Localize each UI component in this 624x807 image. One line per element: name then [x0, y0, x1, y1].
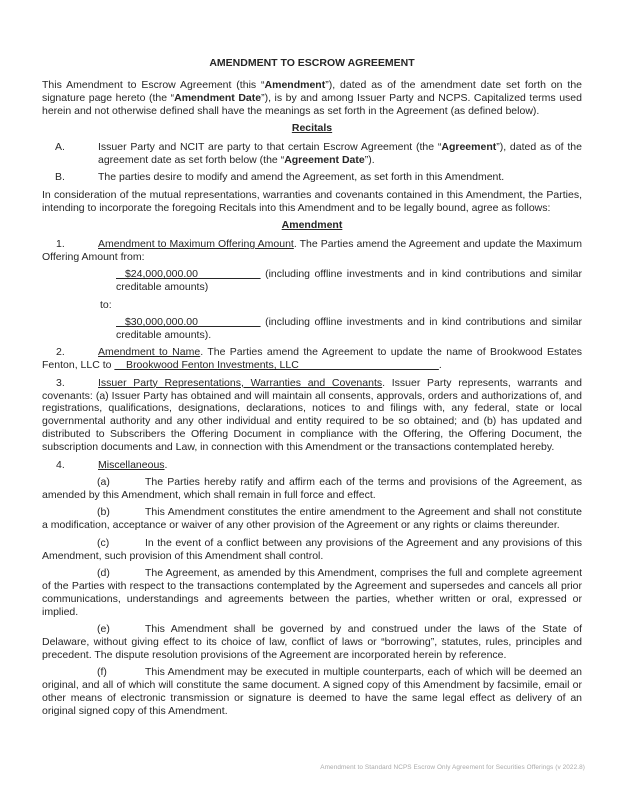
section-4-text: Miscellaneous. — [98, 458, 168, 471]
section-4 — [42, 459, 582, 472]
section-3-text: Issuer Party Representations, Warranties and Covenants. Issuer Party represents, warrants and covenants: (a) Issuer Party has obtained and will maintain all consents, approvals, orders and authorizations of, and registrations, qualifications, designations, declarations, notices to and filings with, any federal, state or local governmental authority and any other individual and entity required to be so obtained; and (b) has updated and distributed to Subscribers the Offering Document in compliance with the Offering, the Offering Document, the subscription documents and Law, in connection with this Amendment or the transactions contemplated hereby. — [42, 376, 582, 454]
subsection-e-text: This Amendment shall be governed by and construed under the laws of the State of Delaware, without giving effect to its choice of law, conflict of laws or “borrowing”, statutes, rules, principles and precedent. The dispute resolution provisions of the Agreement are incorporated herein by reference. — [42, 623, 582, 661]
document-title: AMENDMENT TO ESCROW AGREEMENT — [209, 57, 415, 69]
subsection-f-text: This Amendment may be executed in multiple counterparts, each of which will be deemed an original, and all of which will constitute the same document. A signed copy of this Amendment by facsimile, email or other means of electronic transmission or signature is deemed to have the same legal effect as delivery of an original signed copy of this Amendment. — [42, 666, 582, 717]
section-3-number: 3. — [56, 376, 65, 389]
footer-note: Amendment to Standard NCPS Escrow Only Agreement for Securities Offerings (v 2022.8) — [320, 764, 585, 771]
consideration-paragraph: In consideration of the mutual representations, warranties and covenants contained in this Amendment, the Parties, intending to incorporate the foregoing Recitals into this Amendment and to be legally bound, agree as follows: — [42, 188, 582, 214]
recital-label-b: B. — [55, 171, 65, 184]
section-3 — [42, 377, 582, 454]
section-1-text: Amendment to Maximum Offering Amount. The Parties amend the Agreement and update the Maximum Offering Amount from: — [42, 237, 582, 263]
recital-text-a: Issuer Party and NCIT are party to that certain Escrow Agreement (the “Agreement”), dated as of the agreement date as set forth below (the “Agreement Date”). — [98, 141, 582, 166]
subsection-a — [42, 476, 582, 502]
subsection-c-text: In the event of a conflict between any provisions of the Agreement and any provisions of this Amendment, such provision of this Amendment shall control. — [42, 536, 582, 562]
section-2-number: 2. — [56, 346, 65, 359]
subsection-b-text: This Amendment constitutes the entire amendment to the Agreement and shall not constitute a modification, acceptance or waiver of any other provision of the Agreement or any rights or claims thereunder. — [42, 506, 582, 532]
subsection-e-label: (e) — [97, 623, 110, 636]
subsection-d — [42, 567, 582, 619]
subsection-b-label: (b) — [97, 506, 110, 519]
subsection-f — [42, 666, 582, 718]
subsection-b — [42, 506, 582, 532]
intro-paragraph: This Amendment to Escrow Agreement (this “Amendment”), dated as of the amendment date set forth on the signature page hereto (the “Amendment Date”), is by and among Issuer Party and NCPS. Capitalized terms used herein and not otherwise defined shall have the meanings as set forth in the Agreement (as defined below). — [42, 78, 582, 117]
amendment-heading — [42, 219, 582, 232]
offering-amount-to: $30,000,000.00 (including offline investments and in kind contributions and similar creditable amounts). — [116, 316, 582, 341]
subsection-a-text: The Parties hereby ratify and affirm each of the terms and provisions of the Agreement, as amended by this Amendment, which shall remain in full force and effect. — [42, 475, 582, 501]
recital-text-b: The parties desire to modify and amend the Agreement, as set forth in this Amendment. — [98, 171, 505, 184]
recital-label-a: A. — [55, 141, 65, 154]
section-1-number: 1. — [56, 237, 65, 250]
subsection-c — [42, 537, 582, 563]
amendment-heading-text: Amendment — [281, 219, 343, 232]
subsection-c-label: (c) — [97, 536, 110, 549]
subsection-d-text: The Agreement, as amended by this Amendment, comprises the full and complete agreement of the Parties with respect to the transactions contemplated by the Agreement and supersedes and cancels all prior communications, understandings and agreements between the parties, whether written or oral, expressed or implied. — [42, 566, 582, 618]
subsection-f-label: (f) — [97, 666, 107, 679]
section-2 — [42, 346, 582, 372]
section-4-number: 4. — [56, 458, 65, 471]
recitals-heading-text: Recitals — [291, 122, 333, 135]
subsection-e — [42, 623, 582, 662]
section-1 — [42, 238, 582, 264]
subsection-d-label: (d) — [97, 566, 110, 579]
subsection-a-label: (a) — [97, 475, 110, 488]
offering-amount-to-label: to: — [100, 298, 112, 311]
section-2-text: Amendment to Name. The Parties amend the Agreement to update the name of Brookwood Estates Fenton, LLC to Brookwood Fenton Investments, LLC . — [42, 346, 583, 372]
recital-item-b — [42, 171, 582, 184]
offering-amount-from: $24,000,000.00 (including offline investments and in kind contributions and similar creditable amounts) — [116, 268, 582, 294]
recital-item-a — [42, 141, 582, 167]
recitals-heading — [42, 122, 582, 135]
